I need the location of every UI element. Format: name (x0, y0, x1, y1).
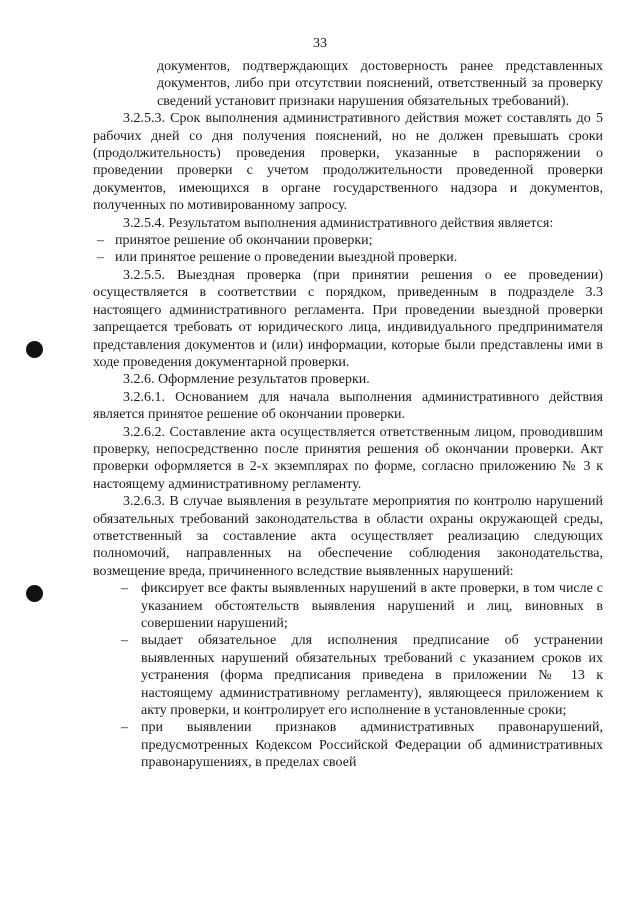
document-body (93, 58, 603, 772)
paragraph: 3.2.5.3. Срок выполнения административного действия может составлять до 5 рабочих дней со дня получения пояснений, но не должен превышать сроки (продолжительность) проведения проверки, указанные в распоряжении о проведении проверки с учетом продолжительности проведенной проверки документов, имеющихся в органе государственного надзора и документов, полученных по мотивированному запросу. (93, 111, 603, 214)
page-number: 33 (313, 36, 327, 51)
list-item: – или принятое решение о проведении выездной проверки. (93, 249, 603, 266)
paragraph: 3.2.6.2. Составление акта осуществляется ответственным лицом, проводившим проверку, непосредственно после принятия решения об окончании проверки. Акт проверки оформляется в 2-х экземплярах по форме, согласно приложению № 3 к настоящему административному регламенту. (93, 424, 603, 492)
list-item: – при выявлении признаков административных правонарушений, предусмотренных Кодексом Российской Федерации об административных правонарушениях, в пределах своей (93, 719, 603, 771)
paragraph: документов, подтверждающих достоверность ранее представленных документов, либо при отсутствии пояснений, ответственный за проверку сведений установит признаки нарушения обязательных требований). (157, 59, 603, 109)
punch-hole (26, 341, 43, 358)
paragraph: 3.2.5.5. Выездная проверка (при принятии решения о ее проведении) осуществляется в соответствии с порядком, приведенным в подразделе 3.3 настоящего административного регламента. При проведении выездной проверки запрещается требовать от юридического лица, индивидуального предпринимателя представления документов и (или) информации, которые были представлены ими в ходе проведения документарной проверки. (93, 267, 603, 370)
section-heading: 3.2.6. Оформление результатов проверки. (123, 372, 370, 388)
paragraph: 3.2.5.4. Результатом выполнения административного действия является: (123, 215, 554, 231)
punch-hole (26, 585, 43, 602)
paragraph: 3.2.6.3. В случае выявления в результате мероприятия по контролю нарушений обязательных требований законодательства в области охраны окружающей среды, ответственный за составление акта осуществляет реализацию следующих полномочий, направленных на обеспечение соблюдения законодательства, возмещение вреда, причиненного вследствие выявленных нарушений: (93, 494, 603, 579)
paragraph: 3.2.6.1. Основанием для начала выполнения административного действия является принятое решение об окончании проверки. (93, 389, 603, 423)
list-item: – фиксирует все факты выявленных нарушений в акте проверки, в том числе с указанием обстоятельств выявления нарушений и лиц, виновных в совершении нарушений; (93, 580, 603, 632)
list-item: – выдает обязательное для исполнения предписание об устранении выявленных нарушений обязательных требований с указанием сроков их устранения (форма предписания приведена в приложении № 13 к настоящему административному регламенту), являющееся приложением к акту проверки, и контролирует его исполнение в установленные сроки; (93, 632, 603, 719)
list-item: – принятое решение об окончании проверки; (93, 232, 603, 249)
